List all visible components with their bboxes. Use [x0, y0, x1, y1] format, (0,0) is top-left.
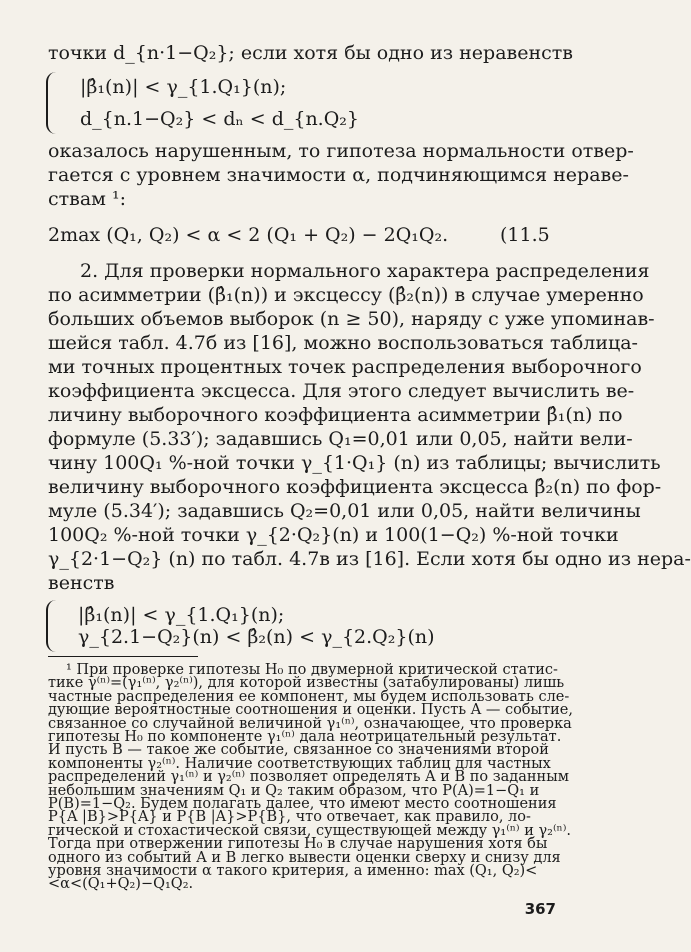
- footnote-line: P{A |B}>P{A} и P{B |A}>P{B}, что отвечает, как правило, ло-: [48, 809, 531, 826]
- text-line: γ_{2·1−Q₂} (n) по табл. 4.7в из [16]. Если хотя бы одно из нера-: [48, 548, 691, 570]
- footnote-line: ¹ При проверке гипотезы H₀ по двумерной критической статис-: [66, 662, 558, 678]
- text-line: личину выборочного коэффициента асимметрии β̂₁(n) по: [48, 404, 623, 426]
- text-line: точки d_{n·1−Q₂}; если хотя бы одно из неравенств: [48, 42, 573, 64]
- footnote-line: одного из событий A и B легко вывести оценки сверху и снизу для: [48, 849, 561, 866]
- text-line: шейся табл. 4.7б из [16], можно воспользоваться таблица-: [48, 332, 638, 354]
- text-line: венств: [48, 572, 115, 594]
- system-brace: [46, 72, 60, 134]
- page-number: 367: [524, 900, 556, 918]
- footnote-line: <α<(Q₁+Q₂)−Q₁Q₂.: [48, 876, 194, 893]
- text-line: больших объемов выборок (n ≥ 50), наряду с уже упоминав-: [48, 308, 655, 330]
- footnote-line: гической и стохастической связи, существующей между γ₁⁽ⁿ⁾ и γ₂⁽ⁿ⁾.: [48, 822, 571, 839]
- text-line: формуле (5.33′); задавшись Q₁=0,01 или 0,05, найти вели-: [48, 428, 633, 450]
- text-line: величину выборочного коэффициента эксцесса β̂₂(n) по фор-: [48, 476, 662, 498]
- system-brace: [46, 600, 60, 652]
- inequality-line: |β̂₁(n)| < γ_{1.Q₁}(n);: [80, 76, 287, 98]
- text-line: чину 100Q₁ %-ной точки γ_{1·Q₁} (n) из таблицы; вычислить: [48, 452, 661, 474]
- formula-line: 2max (Q₁, Q₂) < α < 2 (Q₁ + Q₂) − 2Q₁Q₂.: [48, 224, 449, 246]
- footnote-line: P(B)=1−Q₂. Будем полагать далее, что имеют место соотношения: [48, 796, 557, 812]
- footnote-line: Тогда при отвержении гипотезы H₀ в случае нарушения хотя бы: [48, 836, 548, 853]
- footnote-line: компоненты γ₂⁽ⁿ⁾. Наличие соответствующих таблиц для частных: [48, 755, 551, 772]
- footnote-line: уровня значимости α такого критерия, а именно: max (Q₁, Q₂)<: [48, 863, 538, 879]
- text-line: гается с уровнем значимости α, подчиняющимся нераве-: [48, 164, 629, 186]
- footnote-line: И пусть B — такое же событие, связанное со значениями второй: [48, 742, 549, 759]
- text-line: ствам ¹:: [48, 188, 127, 210]
- inequality-line: |β̂₁(n)| < γ_{1.Q₁}(n);: [78, 604, 285, 626]
- inequality-line: d_{n.1−Q₂} < dₙ < d_{n.Q₂}: [80, 108, 360, 130]
- text-line: коэффициента эксцесса. Для этого следует вычислить ве-: [48, 380, 635, 402]
- footnote-line: тике γ⁽ⁿ⁾=(γ₁⁽ⁿ⁾, γ₂⁽ⁿ⁾), для которой известны (затабулированы) лишь: [48, 675, 565, 692]
- text-line: по асимметрии (β̂₁(n)) и эксцессу (β̂₂(n)) в случае умеренно: [48, 284, 644, 306]
- text-line: оказалось нарушенным, то гипотеза нормальности отвер-: [48, 140, 634, 162]
- text-line: 2. Для проверки нормального характера распределения: [80, 260, 650, 282]
- equation-number: (11.5: [500, 224, 550, 246]
- footnote-line: распределений γ₁⁽ⁿ⁾ и γ₂⁽ⁿ⁾ позволяет определять A и B по заданным: [48, 769, 570, 786]
- footnote-line: гипотезы H₀ по компоненте γ₁⁽ⁿ⁾ дала неотрицательный результат.: [48, 729, 562, 745]
- inequality-line: γ_{2.1−Q₂}(n) < β̂₂(n) < γ_{2.Q₂}(n): [78, 626, 435, 648]
- text-line: муле (5.34′); задавшись Q₂=0,01 или 0,05, найти величины: [48, 500, 641, 522]
- footnote-line: частные распределения ее компонент, мы будем использовать сле-: [48, 688, 570, 705]
- footnote-line: связанное со случайной величиной γ₁⁽ⁿ⁾, означающее, что проверка: [48, 715, 572, 732]
- footnote-line: небольшим значениям Q₁ и Q₂ таким образом, что P(A)=1−Q₁ и: [48, 782, 540, 799]
- text-line: ми точных процентных точек распределения выборочного: [48, 356, 642, 378]
- text-line: 100Q₂ %-ной точки γ_{2·Q₂}(n) и 100(1−Q₂) %-ной точки: [48, 524, 619, 546]
- footnote-rule: [48, 656, 198, 657]
- footnote-line: дующие вероятностные соотношения и оценки. Пусть A — событие,: [48, 702, 573, 719]
